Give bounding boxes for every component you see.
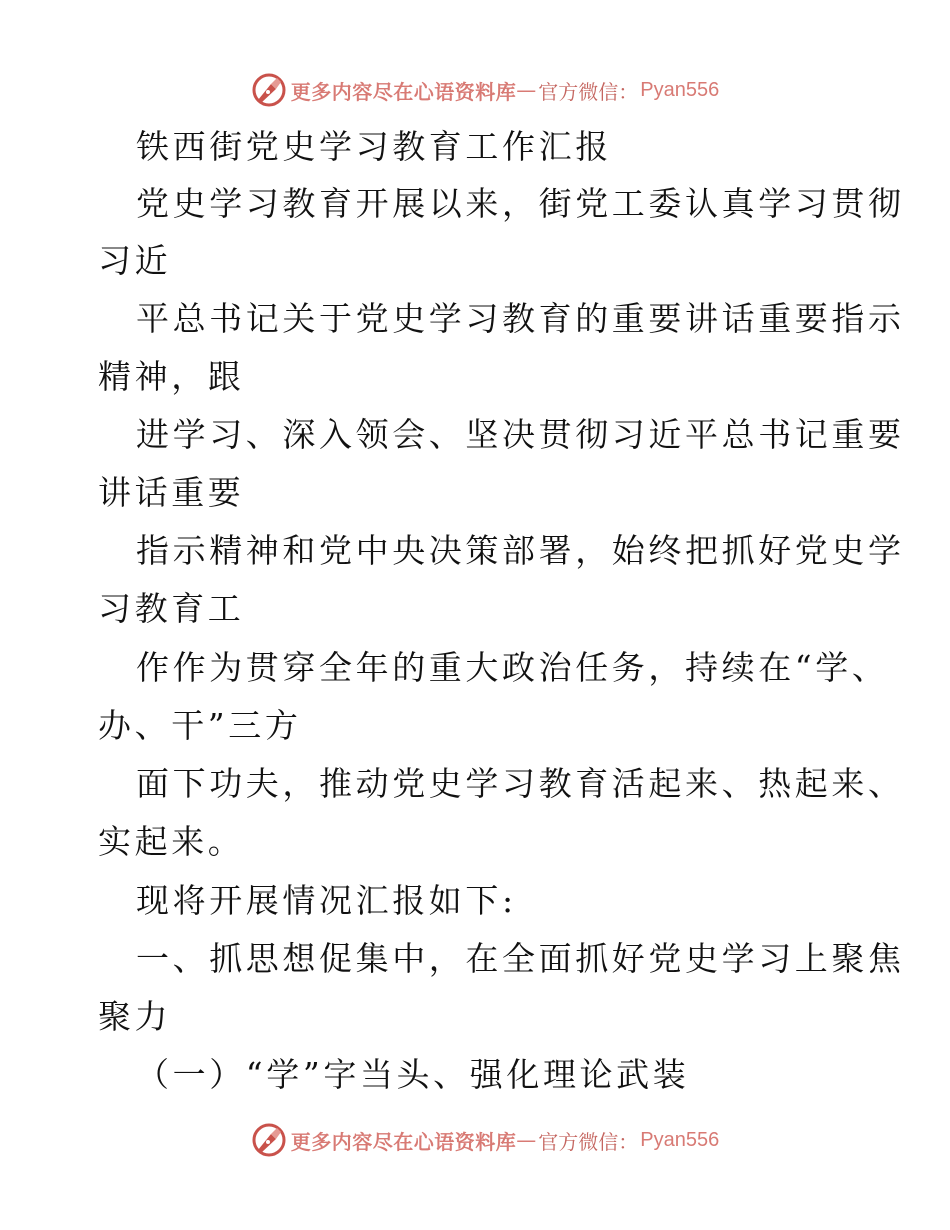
paragraph-line: 现将开展情况汇报如下: (136, 881, 517, 920)
paragraph-line: 实起来。 (98, 822, 245, 861)
pen-nib-logo-icon (251, 1122, 287, 1158)
watermark-wechat-id: Pyan556 (640, 1128, 720, 1151)
section-heading-line: 聚力 (98, 997, 172, 1036)
watermark-official-label: 官方微信： (538, 1129, 639, 1154)
paragraph-line: 习近 (98, 241, 172, 280)
watermark-official-label: 官方微信： (538, 79, 639, 104)
watermark-wechat-id: Pyan556 (640, 78, 720, 101)
paragraph-line: 办、干”三方 (98, 706, 302, 745)
watermark-group (251, 72, 719, 108)
watermark-group (251, 1122, 719, 1158)
header-watermark (0, 68, 950, 112)
paragraph-line: 面下功夫，推动党史学习教育活起来、热起来、 (136, 764, 905, 803)
paragraph-line: 精神，跟 (98, 357, 245, 396)
watermark-text: 更多内容尽在心语资料库 (290, 79, 517, 104)
paragraph-line: 进学习、深入领会、坚决贯彻习近平总书记重要 (136, 415, 905, 454)
paragraph-line: 习教育工 (98, 589, 245, 628)
watermark-dash: — (516, 78, 537, 102)
document-title: 铁西街党史学习教育工作汇报 (136, 127, 612, 166)
paragraph-line: 党史学习教育开展以来，街党工委认真学习贯彻 (136, 184, 905, 223)
pen-nib-logo-icon (251, 72, 287, 108)
watermark-text: 更多内容尽在心语资料库 (290, 1129, 517, 1154)
section-heading-line: 一、抓思想促集中，在全面抓好党史学习上聚焦 (136, 939, 905, 978)
footer-watermark (0, 1118, 950, 1162)
paragraph-line: 指示精神和党中央决策部署，始终把抓好党史学 (136, 531, 905, 570)
paragraph-line: 讲话重要 (98, 473, 245, 512)
watermark-dash: — (516, 1128, 537, 1152)
subsection-heading: （一）“学”字当头、强化理论武装 (136, 1055, 690, 1094)
paragraph-line: 作作为贯穿全年的重大政治任务，持续在“学、 (136, 648, 889, 687)
paragraph-line: 平总书记关于党史学习教育的重要讲话重要指示 (136, 299, 905, 338)
